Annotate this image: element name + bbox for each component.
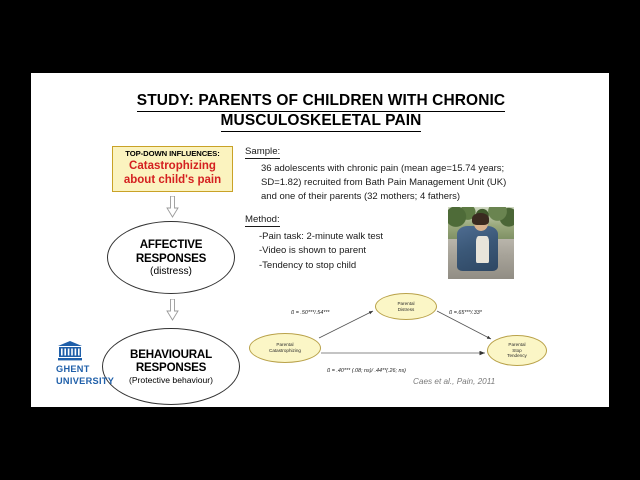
path-label-cat-to-distress: ß = .50***/.54*** bbox=[291, 310, 330, 316]
method-body bbox=[245, 230, 455, 273]
node-parental-catastrophizing bbox=[249, 333, 321, 363]
node-stop-line-1: Parental bbox=[508, 341, 526, 347]
top-down-line-1: Catastrophizing bbox=[129, 159, 216, 172]
sample-heading: Sample: bbox=[245, 146, 281, 157]
path-label-distress-to-stop: ß =.65***/.33* bbox=[449, 310, 482, 316]
node-stop-line-3: Tendency bbox=[507, 353, 527, 359]
ghent-university-logo bbox=[56, 340, 130, 387]
sample-line: 36 adolescents with chronic pain (mean age=15.74 years; bbox=[261, 163, 505, 174]
path-label-cat-to-stop: ß = .40*** (.08; ns)/ .44**(.26; ns) bbox=[327, 368, 406, 374]
node-stop-line-2: Stop bbox=[512, 347, 522, 353]
node-cat-line-2: Catastrophizing bbox=[269, 348, 301, 353]
behavioural-sub: (Protective behaviour) bbox=[128, 375, 214, 386]
affective-line-1: AFFECTIVE bbox=[139, 238, 203, 252]
top-down-influences-box bbox=[112, 146, 233, 192]
logo-line-1: GHENT bbox=[56, 364, 90, 374]
page-title bbox=[71, 92, 571, 132]
logo-line-2: UNIVERSITY bbox=[56, 376, 115, 387]
affective-line-2: RESPONSES bbox=[135, 251, 207, 265]
participant-photo bbox=[448, 207, 514, 279]
method-line: -Pain task: 2-minute walk test bbox=[259, 231, 384, 242]
node-parental-distress bbox=[375, 293, 437, 320]
top-down-line-2: about child's pain bbox=[123, 173, 222, 186]
sample-body bbox=[245, 162, 545, 204]
behavioural-line-1: BEHAVIOURAL bbox=[130, 347, 212, 361]
sample-line: SD=1.82) recruited from Bath Pain Management Unit (UK) bbox=[261, 177, 507, 189]
photo-hair bbox=[472, 213, 489, 225]
node-parental-stop-tendency bbox=[487, 335, 547, 366]
title-line-2: MUSCULOSKELETAL PAIN bbox=[221, 112, 422, 132]
node-dis-line-1: Parental bbox=[397, 300, 415, 306]
method-line: -Video is shown to parent bbox=[259, 245, 367, 257]
photo-shirt bbox=[476, 236, 489, 263]
node-cat-line-1: Parental bbox=[276, 342, 294, 348]
method-line: -Tendency to stop child bbox=[259, 259, 357, 271]
citation: Caes et al., Pain, 2011 bbox=[413, 377, 496, 386]
node-dis-line-2: Distress bbox=[397, 306, 415, 312]
down-arrow-icon-1 bbox=[166, 196, 179, 218]
top-down-header: TOP-DOWN INFLUENCES: bbox=[125, 149, 220, 158]
presentation-slide bbox=[31, 73, 609, 407]
path-diagram bbox=[247, 291, 567, 383]
sample-section bbox=[245, 141, 545, 204]
method-heading: Method: bbox=[245, 214, 280, 225]
title-line-1: STUDY: PARENTS OF CHILDREN WITH CHRONIC bbox=[137, 92, 505, 112]
affective-responses-node bbox=[107, 221, 235, 294]
behavioural-line-2: RESPONSES bbox=[135, 361, 207, 374]
method-section bbox=[245, 209, 455, 273]
down-arrow-icon-2 bbox=[166, 299, 179, 321]
sample-line: and one of their parents (32 mothers; 4 fathers) bbox=[261, 191, 461, 203]
affective-sub: (distress) bbox=[150, 265, 192, 277]
university-building-icon bbox=[57, 340, 83, 362]
